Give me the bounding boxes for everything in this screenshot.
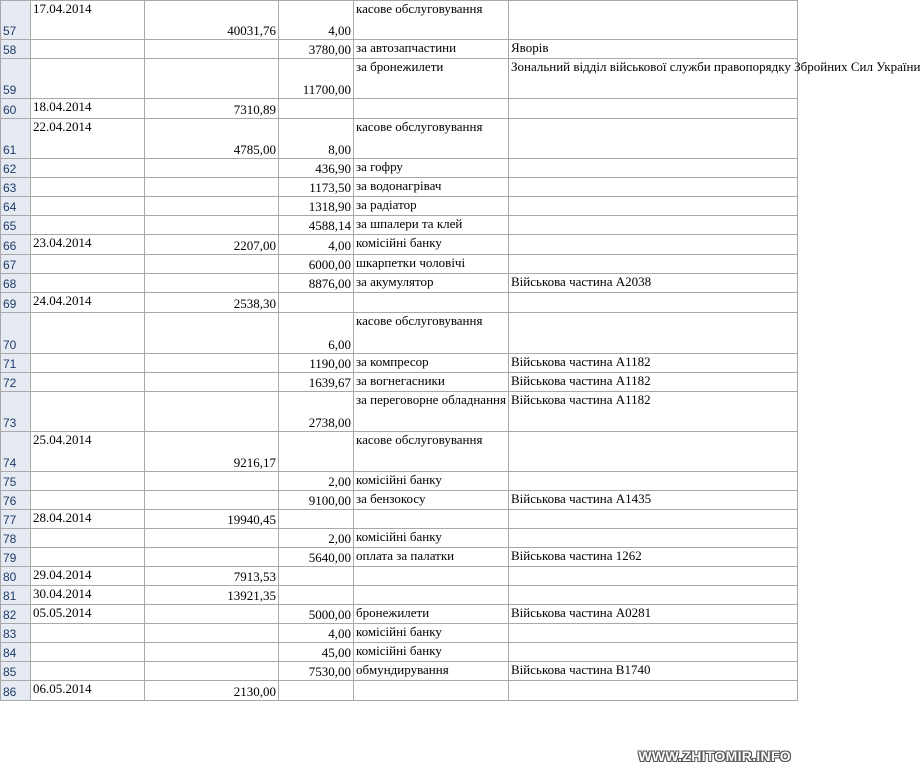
- table-row[interactable]: [1, 274, 798, 293]
- row-number-header[interactable]: 65: [1, 216, 31, 235]
- date-cell[interactable]: 18.04.2014: [31, 99, 145, 119]
- amount-cell[interactable]: [279, 293, 354, 313]
- date-cell[interactable]: [31, 354, 145, 373]
- balance-cell[interactable]: [145, 472, 279, 491]
- table-row[interactable]: [1, 313, 798, 354]
- balance-cell[interactable]: 40031,76: [145, 1, 279, 40]
- row-number-header[interactable]: 81: [1, 586, 31, 605]
- row-number-header[interactable]: 58: [1, 40, 31, 59]
- purpose-cell[interactable]: [354, 510, 509, 529]
- recipient-cell[interactable]: [509, 529, 798, 548]
- date-cell[interactable]: 06.05.2014: [31, 681, 145, 701]
- purpose-cell[interactable]: комісійні банку: [354, 235, 509, 255]
- balance-cell[interactable]: [145, 354, 279, 373]
- row-number-header[interactable]: 77: [1, 510, 31, 529]
- recipient-cell[interactable]: [509, 178, 798, 197]
- table-row[interactable]: [1, 491, 798, 510]
- recipient-cell[interactable]: Військова частина А0281: [509, 605, 798, 624]
- amount-cell[interactable]: 1190,00: [279, 354, 354, 373]
- recipient-cell[interactable]: [509, 586, 798, 605]
- recipient-cell[interactable]: Військова частина А1182: [509, 354, 798, 373]
- table-row[interactable]: [1, 548, 798, 567]
- date-cell[interactable]: [31, 491, 145, 510]
- row-number-header[interactable]: 82: [1, 605, 31, 624]
- row-number-header[interactable]: 71: [1, 354, 31, 373]
- table-row[interactable]: [1, 235, 798, 255]
- balance-cell[interactable]: 7913,53: [145, 567, 279, 586]
- date-cell[interactable]: [31, 624, 145, 643]
- recipient-cell[interactable]: [509, 624, 798, 643]
- row-number-header[interactable]: 86: [1, 681, 31, 701]
- table-row[interactable]: [1, 293, 798, 313]
- row-number-header[interactable]: 57: [1, 1, 31, 40]
- date-cell[interactable]: [31, 59, 145, 99]
- amount-cell[interactable]: 3780,00: [279, 40, 354, 59]
- purpose-cell[interactable]: за бензокосу: [354, 491, 509, 510]
- purpose-cell[interactable]: за водонагрівач: [354, 178, 509, 197]
- row-number-header[interactable]: 83: [1, 624, 31, 643]
- date-cell[interactable]: [31, 178, 145, 197]
- date-cell[interactable]: [31, 472, 145, 491]
- date-cell[interactable]: 24.04.2014: [31, 293, 145, 313]
- row-number-header[interactable]: 72: [1, 373, 31, 392]
- row-number-header[interactable]: 74: [1, 432, 31, 472]
- amount-cell[interactable]: 2,00: [279, 472, 354, 491]
- balance-cell[interactable]: [145, 548, 279, 567]
- table-row[interactable]: [1, 40, 798, 59]
- table-row[interactable]: [1, 662, 798, 681]
- balance-cell[interactable]: [145, 40, 279, 59]
- date-cell[interactable]: [31, 548, 145, 567]
- amount-cell[interactable]: 5640,00: [279, 548, 354, 567]
- date-cell[interactable]: [31, 662, 145, 681]
- date-cell[interactable]: [31, 216, 145, 235]
- purpose-cell[interactable]: оплата за палатки: [354, 548, 509, 567]
- recipient-cell[interactable]: [509, 235, 798, 255]
- recipient-cell[interactable]: [509, 159, 798, 178]
- purpose-cell[interactable]: комісійні банку: [354, 472, 509, 491]
- amount-cell[interactable]: 4,00: [279, 624, 354, 643]
- recipient-cell[interactable]: Військова частина А1435: [509, 491, 798, 510]
- balance-cell[interactable]: [145, 662, 279, 681]
- date-cell[interactable]: 28.04.2014: [31, 510, 145, 529]
- table-row[interactable]: [1, 586, 798, 605]
- amount-cell[interactable]: 7530,00: [279, 662, 354, 681]
- table-row[interactable]: [1, 624, 798, 643]
- purpose-cell[interactable]: [354, 681, 509, 701]
- recipient-cell[interactable]: Військова частина 1262: [509, 548, 798, 567]
- row-number-header[interactable]: 78: [1, 529, 31, 548]
- table-row[interactable]: [1, 472, 798, 491]
- purpose-cell[interactable]: [354, 567, 509, 586]
- row-number-header[interactable]: 85: [1, 662, 31, 681]
- date-cell[interactable]: 05.05.2014: [31, 605, 145, 624]
- amount-cell[interactable]: [279, 586, 354, 605]
- amount-cell[interactable]: 11700,00: [279, 59, 354, 99]
- recipient-cell[interactable]: Військова частина А1182: [509, 392, 798, 432]
- recipient-cell[interactable]: [509, 567, 798, 586]
- recipient-cell[interactable]: [509, 293, 798, 313]
- balance-cell[interactable]: [145, 624, 279, 643]
- purpose-cell[interactable]: бронежилети: [354, 605, 509, 624]
- balance-cell[interactable]: [145, 491, 279, 510]
- recipient-cell[interactable]: Яворів: [509, 40, 798, 59]
- recipient-cell[interactable]: [509, 197, 798, 216]
- recipient-cell[interactable]: Військова частина А2038: [509, 274, 798, 293]
- row-number-header[interactable]: 70: [1, 313, 31, 354]
- row-number-header[interactable]: 67: [1, 255, 31, 274]
- balance-cell[interactable]: [145, 373, 279, 392]
- purpose-cell[interactable]: за гофру: [354, 159, 509, 178]
- purpose-cell[interactable]: комісійні банку: [354, 624, 509, 643]
- row-number-header[interactable]: 84: [1, 643, 31, 662]
- site-watermark: WWW.ZHITOMIR.INFO: [638, 748, 791, 764]
- balance-cell[interactable]: [145, 178, 279, 197]
- row-number-header[interactable]: 62: [1, 159, 31, 178]
- date-cell[interactable]: [31, 529, 145, 548]
- balance-cell[interactable]: 2538,30: [145, 293, 279, 313]
- purpose-cell[interactable]: касове обслуговування: [354, 1, 509, 40]
- balance-cell[interactable]: 2207,00: [145, 235, 279, 255]
- purpose-cell[interactable]: за вогнегасники: [354, 373, 509, 392]
- recipient-cell[interactable]: [509, 119, 798, 159]
- table-row[interactable]: [1, 643, 798, 662]
- date-cell[interactable]: [31, 313, 145, 354]
- table-row[interactable]: [1, 99, 798, 119]
- amount-cell[interactable]: [279, 567, 354, 586]
- amount-cell[interactable]: 1639,67: [279, 373, 354, 392]
- recipient-cell[interactable]: [509, 432, 798, 472]
- amount-cell[interactable]: 6,00: [279, 313, 354, 354]
- row-number-header[interactable]: 60: [1, 99, 31, 119]
- purpose-cell[interactable]: за радіатор: [354, 197, 509, 216]
- row-number-header[interactable]: 75: [1, 472, 31, 491]
- recipient-cell[interactable]: [509, 510, 798, 529]
- amount-cell[interactable]: 1173,50: [279, 178, 354, 197]
- row-number-header[interactable]: 69: [1, 293, 31, 313]
- table-row[interactable]: [1, 567, 798, 586]
- table-row[interactable]: [1, 432, 798, 472]
- amount-cell[interactable]: 4588,14: [279, 216, 354, 235]
- date-cell[interactable]: [31, 159, 145, 178]
- purpose-cell[interactable]: комісійні банку: [354, 643, 509, 662]
- purpose-cell[interactable]: за акумулятор: [354, 274, 509, 293]
- spreadsheet-body: [1, 1, 920, 701]
- row-number-header[interactable]: 73: [1, 392, 31, 432]
- amount-cell[interactable]: 2,00: [279, 529, 354, 548]
- purpose-cell[interactable]: касове обслуговування: [354, 432, 509, 472]
- purpose-cell[interactable]: [354, 586, 509, 605]
- table-row[interactable]: [1, 373, 798, 392]
- date-cell[interactable]: 25.04.2014: [31, 432, 145, 472]
- purpose-cell[interactable]: обмундирування: [354, 662, 509, 681]
- amount-cell[interactable]: 8876,00: [279, 274, 354, 293]
- balance-cell[interactable]: [145, 605, 279, 624]
- balance-cell[interactable]: [145, 216, 279, 235]
- amount-cell[interactable]: 9100,00: [279, 491, 354, 510]
- balance-cell[interactable]: [145, 529, 279, 548]
- row-number-header[interactable]: 80: [1, 567, 31, 586]
- table-row[interactable]: [1, 392, 798, 432]
- row-number-header[interactable]: 59: [1, 59, 31, 99]
- recipient-cell[interactable]: [509, 313, 798, 354]
- row-number-header[interactable]: 68: [1, 274, 31, 293]
- table-row[interactable]: [1, 529, 798, 548]
- date-cell[interactable]: [31, 274, 145, 293]
- date-cell[interactable]: [31, 373, 145, 392]
- amount-cell[interactable]: [279, 432, 354, 472]
- table-row[interactable]: [1, 605, 798, 624]
- purpose-cell[interactable]: касове обслуговування: [354, 119, 509, 159]
- recipient-cell[interactable]: Зональний відділ військової служби правопорядку Збройних Сил України: [509, 59, 798, 99]
- amount-cell[interactable]: 4,00: [279, 235, 354, 255]
- recipient-cell[interactable]: [509, 681, 798, 701]
- purpose-cell[interactable]: за бронежилети: [354, 59, 509, 99]
- amount-cell[interactable]: [279, 681, 354, 701]
- balance-cell[interactable]: [145, 197, 279, 216]
- balance-cell[interactable]: [145, 159, 279, 178]
- row-number-header[interactable]: 63: [1, 178, 31, 197]
- purpose-cell[interactable]: за компресор: [354, 354, 509, 373]
- purpose-cell[interactable]: за переговорне обладнання: [354, 392, 509, 432]
- amount-cell[interactable]: 8,00: [279, 119, 354, 159]
- amount-cell[interactable]: 5000,00: [279, 605, 354, 624]
- date-cell[interactable]: 30.04.2014: [31, 586, 145, 605]
- recipient-cell[interactable]: [509, 216, 798, 235]
- table-row[interactable]: [1, 255, 798, 274]
- row-number-header[interactable]: 76: [1, 491, 31, 510]
- date-cell[interactable]: [31, 392, 145, 432]
- recipient-cell[interactable]: [509, 472, 798, 491]
- recipient-cell[interactable]: [509, 643, 798, 662]
- balance-cell[interactable]: [145, 643, 279, 662]
- table-row[interactable]: [1, 197, 798, 216]
- purpose-cell[interactable]: касове обслуговування: [354, 313, 509, 354]
- purpose-cell[interactable]: за шпалери та клей: [354, 216, 509, 235]
- purpose-cell[interactable]: [354, 293, 509, 313]
- date-cell[interactable]: 22.04.2014: [31, 119, 145, 159]
- recipient-cell[interactable]: [509, 1, 798, 40]
- balance-cell[interactable]: [145, 392, 279, 432]
- amount-cell[interactable]: 4,00: [279, 1, 354, 40]
- purpose-cell[interactable]: шкарпетки чоловічі: [354, 255, 509, 274]
- recipient-cell[interactable]: [509, 255, 798, 274]
- row-number-header[interactable]: 64: [1, 197, 31, 216]
- date-cell[interactable]: 29.04.2014: [31, 567, 145, 586]
- table-row[interactable]: [1, 216, 798, 235]
- recipient-cell[interactable]: Військова частина А1182: [509, 373, 798, 392]
- date-cell[interactable]: [31, 40, 145, 59]
- purpose-cell[interactable]: [354, 99, 509, 119]
- amount-cell[interactable]: [279, 99, 354, 119]
- amount-cell[interactable]: 436,90: [279, 159, 354, 178]
- balance-cell[interactable]: [145, 59, 279, 99]
- balance-cell[interactable]: 7310,89: [145, 99, 279, 119]
- table-row[interactable]: [1, 119, 798, 159]
- table-row[interactable]: [1, 178, 798, 197]
- table-row[interactable]: [1, 59, 798, 99]
- table-row[interactable]: [1, 354, 798, 373]
- balance-cell[interactable]: 2130,00: [145, 681, 279, 701]
- amount-cell[interactable]: 6000,00: [279, 255, 354, 274]
- row-number-header[interactable]: 66: [1, 235, 31, 255]
- date-cell[interactable]: [31, 197, 145, 216]
- balance-cell[interactable]: 19940,45: [145, 510, 279, 529]
- balance-cell[interactable]: 13921,35: [145, 586, 279, 605]
- balance-cell[interactable]: 9216,17: [145, 432, 279, 472]
- recipient-cell[interactable]: Військова частина В1740: [509, 662, 798, 681]
- table-row[interactable]: [1, 1, 798, 40]
- table-row[interactable]: [1, 510, 798, 529]
- date-cell[interactable]: [31, 643, 145, 662]
- amount-cell[interactable]: 1318,90: [279, 197, 354, 216]
- row-number-header[interactable]: 79: [1, 548, 31, 567]
- amount-cell[interactable]: 45,00: [279, 643, 354, 662]
- balance-cell[interactable]: [145, 274, 279, 293]
- purpose-cell[interactable]: за автозапчастини: [354, 40, 509, 59]
- date-cell[interactable]: 17.04.2014: [31, 1, 145, 40]
- amount-cell[interactable]: [279, 510, 354, 529]
- table-row[interactable]: [1, 159, 798, 178]
- balance-cell[interactable]: [145, 255, 279, 274]
- purpose-cell[interactable]: комісійні банку: [354, 529, 509, 548]
- date-cell[interactable]: [31, 255, 145, 274]
- recipient-cell[interactable]: [509, 99, 798, 119]
- balance-cell[interactable]: 4785,00: [145, 119, 279, 159]
- date-cell[interactable]: 23.04.2014: [31, 235, 145, 255]
- row-number-header[interactable]: 61: [1, 119, 31, 159]
- table-row[interactable]: [1, 681, 798, 701]
- amount-cell[interactable]: 2738,00: [279, 392, 354, 432]
- balance-cell[interactable]: [145, 313, 279, 354]
